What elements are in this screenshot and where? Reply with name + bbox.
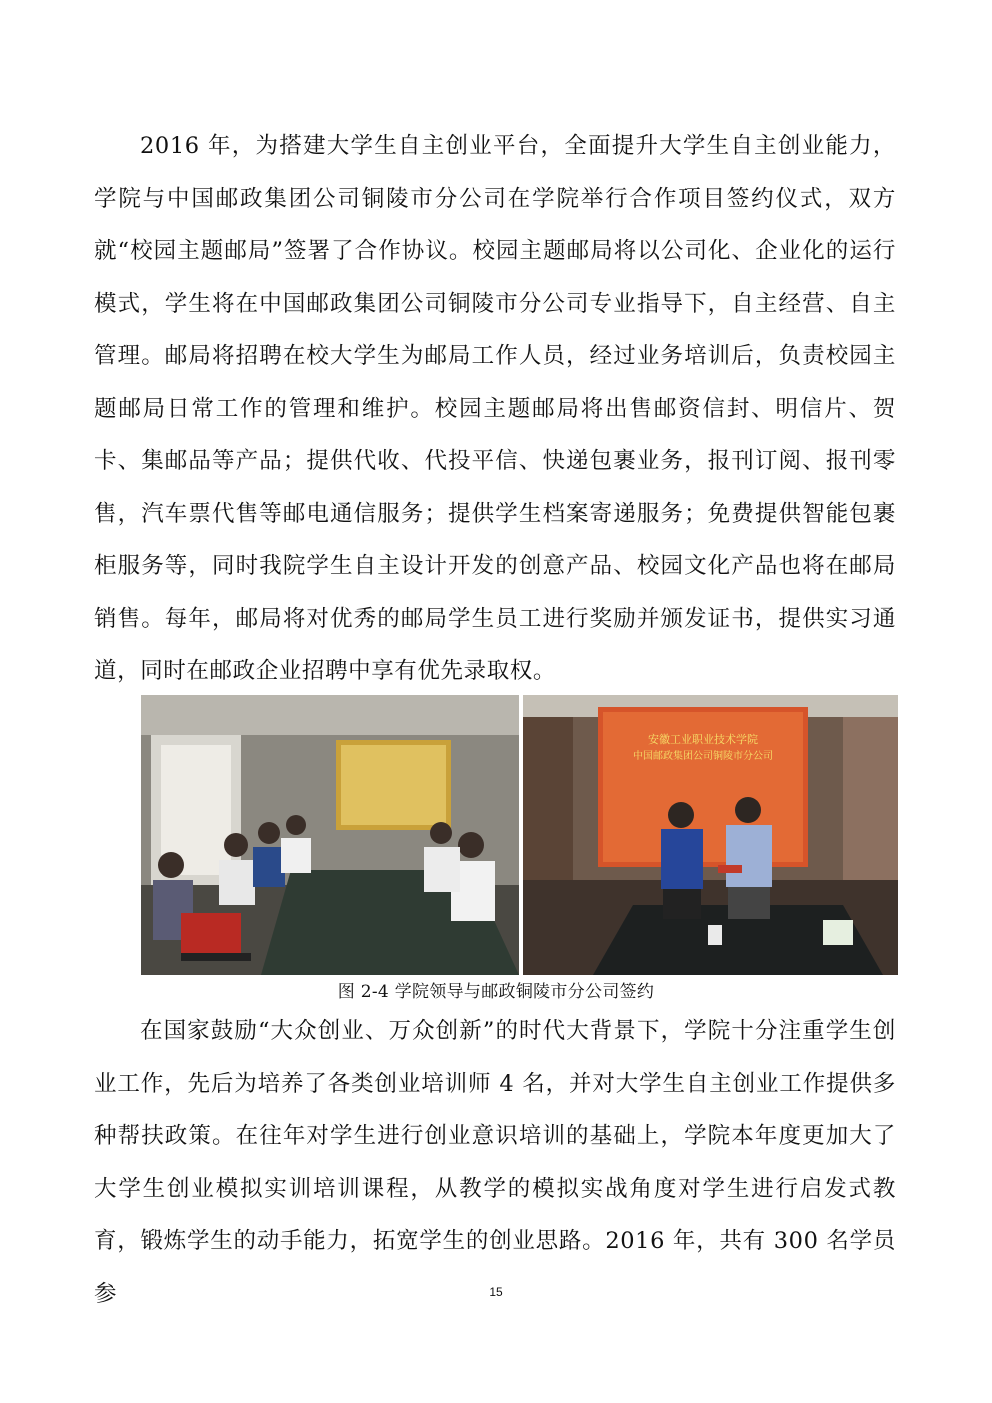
screen-title-line-2: 中国邮政集团公司铜陵市分公司	[633, 751, 773, 762]
body-paragraph-1: 2016 年，为搭建大学生自主创业平台，全面提升大学生自主创业能力，学院与中国邮政集团公司铜陵市分公司在学院举行合作项目签约仪式，双方就“校园主题邮局”签署了合作协议。校园主题邮局将以公司化、企业化的运行模式，学生将在中国邮政集团公司铜陵市分公司专业指导下，自主经营、自主管理。邮局将招聘在校大学生为邮局工作人员，经过业务培训后，负责校园主题邮局日常工作的管理和维护。校园主题邮局将出售邮资信封、明信片、贺卡、集邮品等产品；提供代收、代投平信、快递包裹业务，报刊订阅、报刊零售，汽车票代售等邮电通信服务；提供学生档案寄递服务；免费提供智能包裹柜服务等，同时我院学生自主设计开发的创意产品、校园文化产品也将在邮局销售。每年，邮局将对优秀的邮局学生员工进行奖励并颁发证书，提供实习通道，同时在邮政企业招聘中享有优先录取权。	[94, 133, 896, 684]
signing-ceremony-illustration	[523, 695, 898, 975]
page-number: 15	[489, 1285, 503, 1299]
meeting-room-illustration	[141, 695, 519, 975]
body-paragraph-2: 在国家鼓励“大众创业、万众创新”的时代大背景下，学院十分注重学生创业工作，先后为培养了各类创业培训师 4 名，并对大学生自主创业工作提供多种帮扶政策。在往年对学生进行创业意识培训的基础上，学院本年度更加大了大学生创业模拟实训培训课程，从教学的模拟实战角度对学生进行启发式教育，锻炼学生的动手能力，拓宽学生的创业思路。2016 年，共有 300 名学员参	[94, 1018, 896, 1307]
signing-photo	[523, 695, 898, 975]
figure-caption: 图 2-4 学院领导与邮政铜陵市分公司签约	[337, 982, 655, 1002]
screen-title-line-1: 安徽工业职业技术学院	[648, 733, 758, 746]
meeting-photo	[141, 695, 519, 975]
photo-figure	[141, 695, 898, 975]
